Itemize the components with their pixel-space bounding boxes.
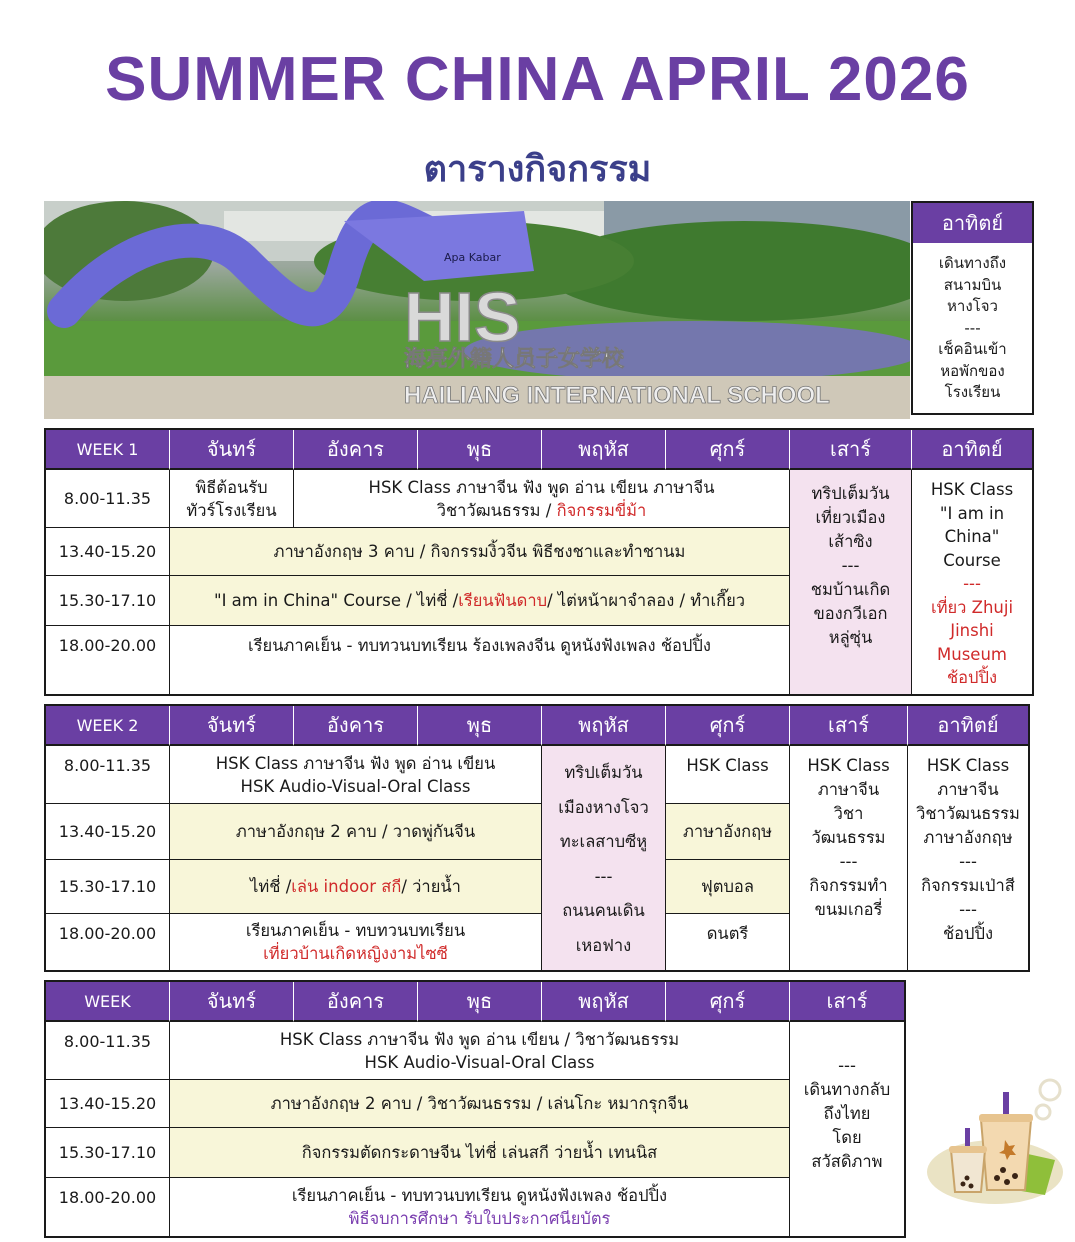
cell-line: China" (944, 527, 1000, 546)
cell-line: พิธีต้อนรับ (195, 477, 268, 497)
week1-evening: เรียนภาคเย็น - ทบทวนบทเรียน ร้องเพลงจีน ดูหนังฟังเพลง ช้อปปิ้ง (170, 626, 790, 694)
day-thu: พฤหัส (542, 430, 666, 470)
week2-fri-afternoon2: ฟุตบอล (666, 860, 790, 914)
cell-line: --- (959, 852, 977, 871)
arrival-line: สนามบิน (943, 275, 1002, 294)
time-slot: 18.00-20.00 (46, 626, 170, 694)
sculpture-text: Apa Kabar (444, 251, 501, 264)
week1-sunday (912, 470, 1032, 694)
sunday-arrival-box (911, 201, 1034, 415)
day-sat: เสาร์ (790, 706, 908, 746)
cell-line: ทัวร์โรงเรียน (186, 500, 277, 520)
day-wed: พุธ (418, 982, 542, 1022)
cell-line: ทริปเต็มวัน (564, 763, 643, 782)
cell-line: HSK Class (930, 480, 1014, 499)
week2-morning-class (170, 746, 542, 804)
cell-text: / ไต่หน้าผาจำลอง / ทำเกี๊ยว (547, 591, 746, 610)
cell-line: HSK Class ภาษาจีน ฟัง พูด อ่าน เขียน (215, 753, 496, 773)
arrival-line: หอพักของ (940, 361, 1005, 380)
week2-thursday (542, 746, 666, 970)
cell-line: Jinshi (950, 621, 994, 640)
cell-line: ถนนคนเดิน (562, 901, 645, 920)
sign-letters: HIS (404, 278, 521, 356)
arrival-line: --- (964, 318, 981, 337)
cell-line: HSK Audio-Visual-Oral Class (240, 776, 471, 796)
week3-afternoon1: ภาษาอังกฤษ 2 คาบ / วิชาวัฒนธรรม / เล่นโกะ หมากรุกจีน (170, 1080, 790, 1128)
cell-line: เรียนภาคเย็น - ทบทวนบทเรียน (245, 921, 466, 940)
fencing-activity: เรียนฟันดาบ (458, 591, 548, 610)
bubble-tea-icon (915, 1060, 1065, 1210)
day-fri: ศุกร์ (666, 706, 790, 746)
cell-line: HSK Class (807, 756, 890, 775)
time-slot: 18.00-20.00 (46, 1178, 170, 1236)
cell-line: ช้อปปิ้ง (946, 668, 998, 687)
arrival-line: หางโจว (947, 297, 998, 315)
time-slot: 18.00-20.00 (46, 914, 170, 970)
arrival-line: เดินทางถึง (938, 254, 1007, 272)
day-sun: อาทิตย์ (912, 430, 1032, 470)
cell-line: หลู่ซุ่น (828, 628, 873, 647)
week1-label: WEEK 1 (46, 430, 170, 470)
cell-line: วัฒนธรรม (811, 828, 886, 847)
day-sat: เสาร์ (790, 430, 912, 470)
cell-line: ทะเลสาบซีหู (559, 832, 648, 851)
indoor-ski-activity: เล่น indoor สกี (291, 877, 402, 896)
week2-fri-morning: HSK Class (666, 746, 790, 804)
day-wed: พุธ (418, 706, 542, 746)
cell-line: กิจกรรมทำ (809, 876, 888, 895)
day-sat: เสาร์ (790, 982, 904, 1022)
week3-afternoon2: กิจกรรมตัดกระดาษจีน ไท่ชี่ เล่นสกี ว่ายน้ำ เทนนิส (170, 1128, 790, 1178)
week1-morning-class (294, 470, 790, 528)
day-sun: อาทิตย์ (908, 706, 1028, 746)
cell-line: วิชา (833, 804, 864, 823)
week2-fri-afternoon1: ภาษาอังกฤษ (666, 804, 790, 860)
week2-saturday (790, 746, 908, 970)
day-fri: ศุกร์ (666, 982, 790, 1022)
cell-line: --- (841, 556, 860, 575)
time-slot: 15.30-17.10 (46, 1128, 170, 1178)
page-title: SUMMER CHINA APRIL 2026 (105, 45, 970, 114)
cell-line: เดินทางกลับ (803, 1080, 891, 1099)
cell-line (437, 499, 647, 522)
day-tue: อังคาร (294, 706, 418, 746)
school-sign-illustration (44, 201, 910, 419)
week1-saturday (790, 470, 912, 694)
week3-morning-class (170, 1022, 790, 1080)
week3-table (44, 980, 906, 1238)
cell-line: ทริปเต็มวัน (811, 484, 890, 503)
cell-line: ภาษาจีน (817, 780, 880, 799)
time-slot: 13.40-15.20 (46, 1080, 170, 1128)
cell-text: / ว่ายน้ำ (401, 877, 461, 896)
day-wed: พุธ (418, 430, 542, 470)
cell-text: "I am in China" Course / ไท่ชี่ / (213, 591, 459, 610)
day-tue: อังคาร (294, 982, 418, 1022)
sunday-arrival-body (913, 243, 1032, 404)
cell-line: เมืองหางโจว (558, 797, 649, 817)
cell-line: ช้อปปิ้ง (942, 924, 994, 943)
week1-afternoon1: ภาษาอังกฤษ 3 คาบ / กิจกรรมงิ้วจีน พิธีชงชาและทำชานม (170, 528, 790, 576)
week1-afternoon2 (170, 576, 790, 626)
cell-line: ภาษาจีน (937, 780, 999, 799)
cell-line: ภาษาอังกฤษ (923, 828, 1013, 847)
cell-line: โดย (832, 1128, 862, 1147)
school-photo (44, 201, 910, 419)
cell-line: --- (839, 852, 858, 871)
cell-line: ของกวีเอก (813, 604, 888, 623)
cell-line: ขนมเกอรี่ (814, 900, 883, 919)
graduation-ceremony: พิธีจบการศึกษา รับใบประกาศนียบัตร (348, 1209, 611, 1228)
cell-line: เส้าซิง (828, 532, 873, 551)
cell-line: เรียนภาคเย็น - ทบทวนบทเรียน ดูหนังฟังเพลง ช้อปปิ้ง (291, 1186, 668, 1205)
week2-afternoon1: ภาษาอังกฤษ 2 คาบ / วาดพู่กันจีน (170, 804, 542, 860)
cell-line: เหอฟาง (575, 935, 632, 955)
sunday-arrival-header: อาทิตย์ (913, 203, 1032, 243)
week3-saturday (790, 1022, 904, 1236)
week1-mon-morning (170, 470, 294, 528)
cell-line: วิชาวัฒนธรรม (916, 804, 1020, 823)
week2-label: WEEK 2 (46, 706, 170, 746)
sign-chinese: 海亮外籍人员子女学校 (404, 347, 625, 372)
cell-line: กิจกรรมเป่าสี (921, 876, 1015, 895)
time-slot: 13.40-15.20 (46, 528, 170, 576)
time-slot: 8.00-11.35 (46, 470, 170, 528)
cell-text: วิชาวัฒนธรรม / (436, 500, 557, 520)
cell-line: HSK Audio-Visual-Oral Class (364, 1052, 595, 1072)
cell-line: Museum (937, 644, 1007, 664)
cell-line: สวัสดิภาพ (811, 1152, 883, 1171)
day-tue: อังคาร (294, 430, 418, 470)
day-thu: พฤหัส (542, 982, 666, 1022)
day-mon: จันทร์ (170, 430, 294, 470)
cell-line: --- (838, 1056, 856, 1075)
cell-line: เที่ยว Zhuji (930, 597, 1014, 617)
arrival-line: เช็คอินเข้า (938, 340, 1007, 358)
week2-fri-evening: ดนตรี (666, 914, 790, 970)
day-mon: จันทร์ (170, 706, 294, 746)
time-slot: 15.30-17.10 (46, 576, 170, 626)
cell-line: "I am in (939, 503, 1005, 523)
time-slot: 13.40-15.20 (46, 804, 170, 860)
week1-table (44, 428, 1034, 696)
week2-sunday (908, 746, 1028, 970)
week3-evening (170, 1178, 790, 1236)
cell-text: ไท่ชี่ / (250, 877, 292, 896)
cell-line: ถึงไทย (823, 1104, 871, 1123)
horse-riding-activity: กิจกรรมขี่ม้า (556, 500, 647, 520)
xishi-hometown-trip: เที่ยวบ้านเกิดหญิงงามไซซี (263, 944, 448, 963)
week2-table (44, 704, 1030, 972)
cell-line: ชมบ้านเกิด (810, 580, 891, 599)
day-thu: พฤหัส (542, 706, 666, 746)
page-subtitle: ตารางกิจกรรม (423, 149, 652, 190)
cell-line: HSK Class ภาษาจีน ฟัง พูด อ่าน เขียน ภาษาจีน (368, 477, 715, 497)
sign-english: HAILIANG INTERNATIONAL SCHOOL (404, 382, 830, 409)
cell-line: --- (594, 866, 613, 886)
time-slot: 15.30-17.10 (46, 860, 170, 914)
time-slot: 8.00-11.35 (46, 746, 170, 804)
cell-line: HSK Class ภาษาจีน ฟัง พูด อ่าน เขียน / วิชาวัฒนธรรม (279, 1029, 680, 1049)
cell-line: เที่ยวเมือง (815, 508, 886, 527)
week2-afternoon2 (170, 860, 542, 914)
cell-line: HSK Class (926, 756, 1010, 775)
arrival-line: โรงเรียน (944, 383, 1001, 401)
week2-evening (170, 914, 542, 970)
time-slot: 8.00-11.35 (46, 1022, 170, 1080)
cell-line: Course (943, 550, 1001, 570)
week3-label: WEEK (46, 982, 170, 1022)
day-fri: ศุกร์ (666, 430, 790, 470)
cell-line: --- (959, 900, 977, 919)
cell-line: --- (963, 574, 981, 593)
day-mon: จันทร์ (170, 982, 294, 1022)
